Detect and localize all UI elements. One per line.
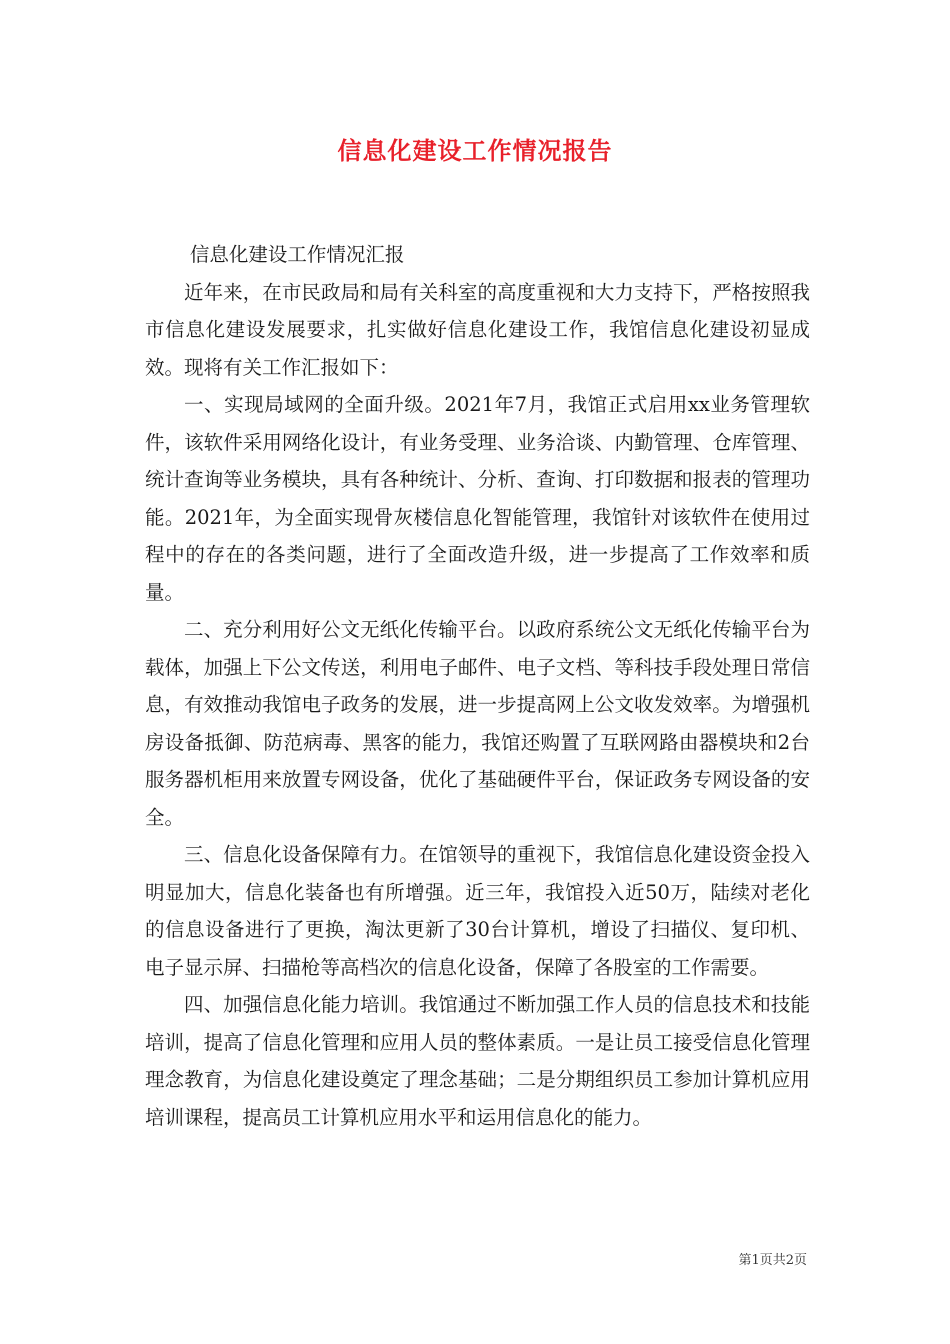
page-number: 第1页共2页: [738, 1253, 807, 1268]
paragraph-section-2: 二、充分利用好公文无纸化传输平台。以政府系统公文无纸化传输平台为载体，加强上下公文传送，利用电子邮件、电子文档、等科技手段处理日常信息，有效推动我馆电子政务的发展，进一步提高网上公文收发效率。为增强机房设备抵御、防范病毒、黑客的能力，我馆还购置了互联网路由器模块和2台服务器机柜用来放置专网设备，优化了基础硬件平台，保证政务专网设备的安全。: [145, 618, 810, 829]
document-body: [145, 236, 810, 1136]
paragraph-section-3: 三、信息化设备保障有力。在馆领导的重视下，我馆信息化建设资金投入明显加大，信息化装备也有所增强。近三年，我馆投入近50万，陆续对老化的信息设备进行了更换，淘汰更新了30台计算机，增设了扫描仪、复印机、电子显示屏、扫描枪等高档次的信息化设备，保障了各股室的工作需要。: [145, 843, 810, 979]
paragraph-intro: 近年来，在市民政局和局有关科室的高度重视和大力支持下，严格按照我市信息化建设发展要求，扎实做好信息化建设工作，我馆信息化建设初显成效。现将有关工作汇报如下：: [145, 280, 810, 379]
document-subtitle: 信息化建设工作情况汇报: [189, 243, 405, 266]
paragraph-section-4: 四、加强信息化能力培训。我馆通过不断加强工作人员的信息技术和技能培训，提高了信息化管理和应用人员的整体素质。一是让员工接受信息化管理理念教育，为信息化建设奠定了理念基础；二是分期组织员工参加计算机应用培训课程，提高员工计算机应用水平和运用信息化的能力。: [145, 993, 810, 1129]
document-title: 信息化建设工作情况报告: [337, 137, 613, 165]
paragraph-section-1: 一、实现局域网的全面升级。2021年7月，我馆正式启用xx业务管理软件，该软件采用网络化设计，有业务受理、业务洽谈、内勤管理、仓库管理、统计查询等业务模块，具有各种统计、分析、查询、打印数据和报表的管理功能。2021年，为全面实现骨灰楼信息化智能管理，我馆针对该软件在使用过程中的存在的各类问题，进行了全面改造升级，进一步提高了工作效率和质量。: [145, 393, 810, 604]
